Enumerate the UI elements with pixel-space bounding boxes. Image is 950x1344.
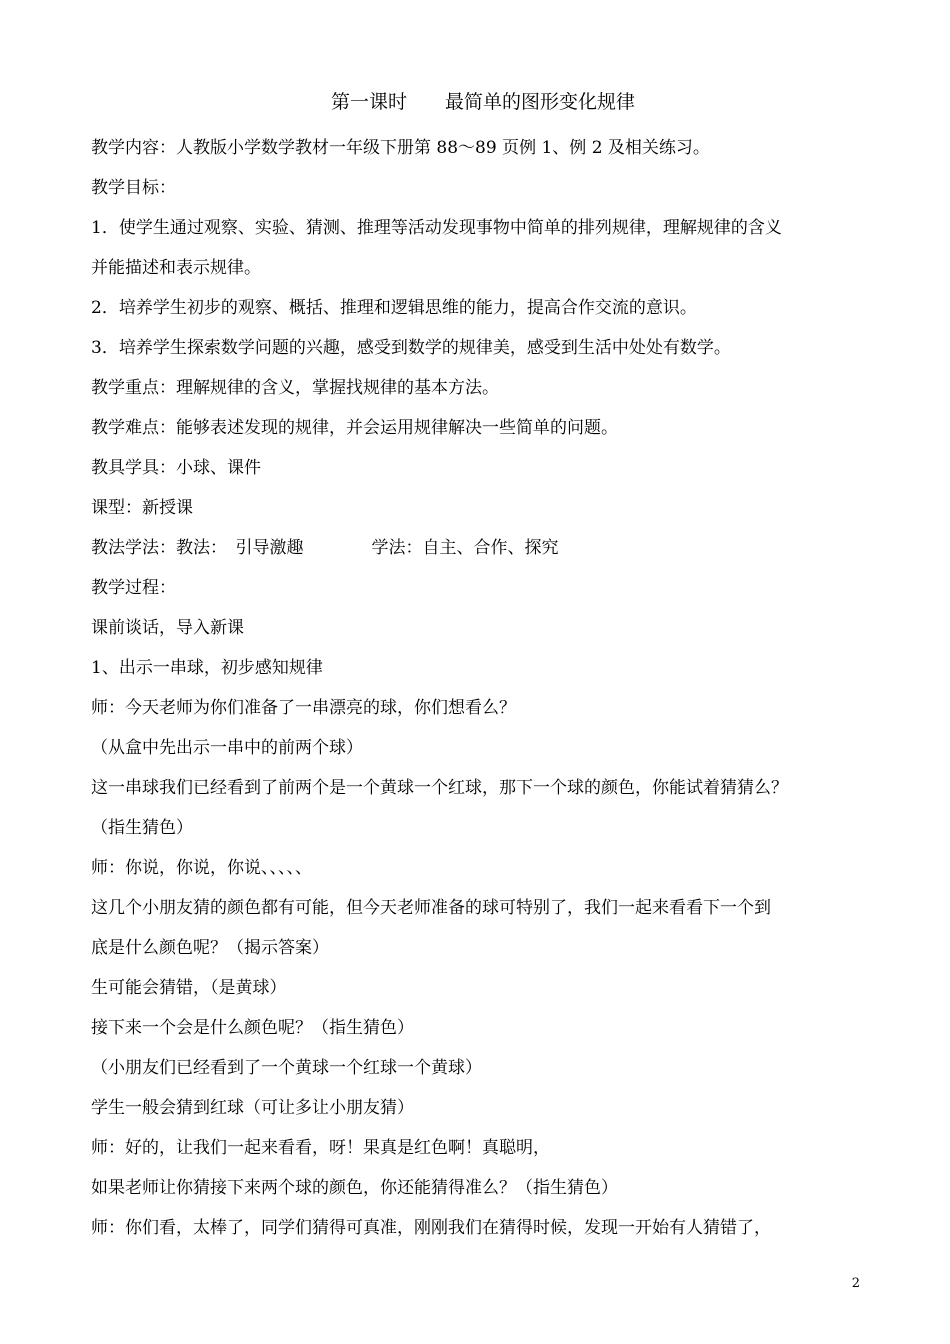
text-line: 这一串球我们已经看到了前两个是一个黄球一个红球，那下一个球的颜色，你能试着猜猜么？ [91, 778, 788, 798]
text-line: 师：今天老师为你们准备了一串漂亮的球，你们想看么？ [91, 698, 516, 718]
text-line: 师：你们看，太棒了，同学们猜得可真准，刚刚我们在猜得时候，发现一开始有人猜错了， [91, 1218, 771, 1238]
text-line: （指生猜色） [91, 818, 193, 838]
text-line: 这几个小朋友猜的颜色都有可能，但今天老师准备的球可特别了，我们一起来看看下一个到 [91, 898, 771, 918]
page-number: 2 [851, 1276, 860, 1291]
text-line: 教学重点：理解规律的含义，掌握找规律的基本方法。 [91, 378, 499, 398]
text-line: 课型：新授课 [91, 498, 193, 518]
text-line: 底是什么颜色呢？（揭示答案） [91, 938, 329, 958]
text-line: 2．培养学生初步的观察、概括、推理和逻辑思维的能力，提高合作交流的意识。 [91, 298, 697, 318]
lesson-title: 第一课时 最简单的图形变化规律 [330, 91, 635, 113]
text-line: 教学过程： [91, 578, 176, 598]
text-line: 学生一般会猜到红球（可让多让小朋友猜） [91, 1098, 414, 1118]
text-line: 课前谈话，导入新课 [91, 618, 244, 638]
text-line: 如果老师让你猜接下来两个球的颜色，你还能猜得准么？（指生猜色） [91, 1178, 618, 1198]
text-line: 教法学法：教法： 引导激趣 学法：自主、合作、探究 [91, 538, 559, 558]
text-line: 师：好的，让我们一起来看看，呀！果真是红色啊！真聪明， [91, 1138, 550, 1158]
text-line: 教学目标： [91, 178, 176, 198]
text-line: 生可能会猜错，（是黄球） [91, 978, 287, 998]
text-line: 并能描述和表示规律。 [91, 258, 261, 278]
text-line: 1、出示一串球，初步感知规律 [91, 658, 323, 678]
text-line: 师：你说，你说，你说、、、、、 [91, 858, 312, 878]
text-line: 教学内容：人教版小学数学教材一年级下册第 88～89 页例 1、例 2 及相关练习。 [91, 138, 710, 158]
text-line: 教具学具：小球、课件 [91, 458, 261, 478]
text-line: （小朋友们已经看到了一个黄球一个红球一个黄球） [91, 1058, 482, 1078]
text-line: 3．培养学生探索数学问题的兴趣，感受到数学的规律美，感受到生活中处处有数学。 [91, 338, 731, 358]
text-line: 1．使学生通过观察、实验、猜测、推理等活动发现事物中简单的排列规律，理解规律的含义 [91, 218, 782, 238]
text-line: 教学难点：能够表述发现的规律，并会运用规律解决一些简单的问题。 [91, 418, 618, 438]
text-line: （从盒中先出示一串中的前两个球） [91, 738, 363, 758]
text-line: 接下来一个会是什么颜色呢？（指生猜色） [91, 1018, 414, 1038]
